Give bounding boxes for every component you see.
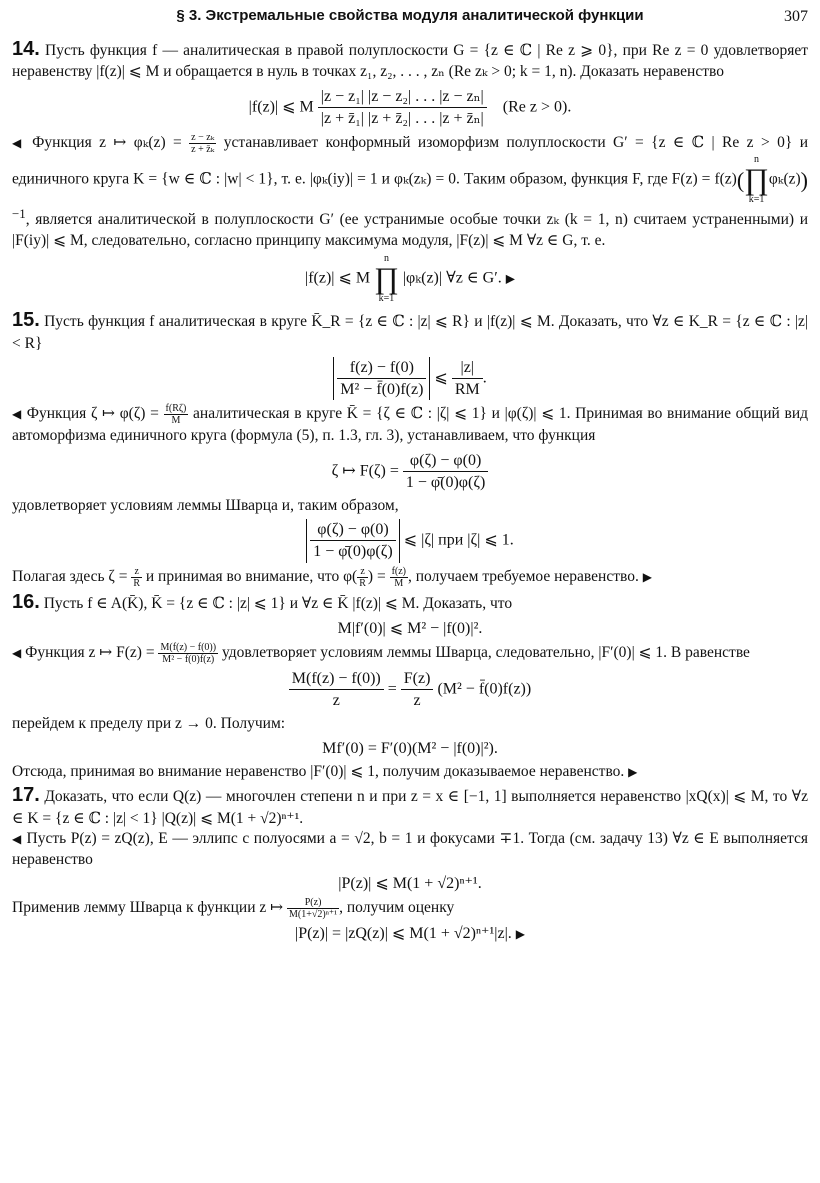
product-lower-limit: k=1 — [748, 194, 765, 206]
relation: = — [387, 680, 397, 698]
absolute-value — [306, 519, 399, 562]
problem-17-number: 17. — [12, 784, 40, 807]
problem-16-text-2: перейдем к пределу при z → 0. Получим: — [12, 715, 286, 733]
solution-start-marker: ◀ — [12, 646, 22, 661]
text-run: устанавливает конформный изоморфизм полуплоскости G′ = {z ∈ ℂ | Re z > 0} и единичного круга K = {w ∈ ℂ : |w| < 1}, т. е. |φₖ(iy)| = 1 и φₖ(zₖ) = 0. Таким образом, функция F, где F(z) = f(z) — [12, 134, 808, 188]
problem-15-formula-3 — [12, 519, 808, 562]
running-header — [0, 6, 820, 28]
fraction-denominator: M² − f̄(0)f(z) — [340, 381, 424, 399]
fraction-denominator: M² − f̄(0)f(z) — [162, 654, 215, 666]
formula-condition: (Re z > 0). — [502, 98, 572, 116]
problem-15-statement — [12, 307, 808, 354]
text-run: , является аналитической в полуплоскости G′ (ее устранимые особые точки zₖ (k = 1, n) считаем устраненными) и |F(iy)| ⩽ M, следовательно, согласно принципу максимума модуля, |F(z)| ⩽ M ∀z ∈ G, т. е. — [12, 211, 808, 249]
problem-14-formula — [12, 86, 808, 129]
formula-lhs: |f(z)| ⩽ M — [248, 98, 314, 116]
text-run: Применив лемму Шварца к функции z ↦ — [12, 899, 284, 917]
problem-15-formula: $\frac{f(z) - f(0)}{\text{M² − f̄(0)f(z)}}$ ⩽ $\frac{|z|}{RM}$ . — [12, 357, 808, 400]
formula-lhs: ζ ↦ F(ζ) = — [331, 461, 399, 479]
text-run: Пусть P(z) = zQ(z), E — эллипс с полуосями a = √2, b = 1 и фокусами ∓1. Тогда (см. задачу 13) ∀z ∈ E выполняется неравенство — [12, 830, 809, 868]
problem-14-text: Пусть функция f — аналитическая в правой полуплоскости G = {z ∈ ℂ | Re z ⩾ 0}, при Re z = 0 удовлетворяет неравенству |f(z)| ⩽ M и обращается в нуль в точках z₁, z₂, . . . , zₙ (Re zₖ > 0; k = 1, n). Доказать неравенство — [12, 42, 809, 81]
fraction-denominator: 1 − φ̄(0)φ(ζ) — [313, 543, 393, 561]
problem-15-conclusion: Полагая здесь ζ = $\frac{z}{R}$ и принимая во внимание, что φ( $\frac{z}{R}$ ) = $\frac{f(z)}{M}$ , получаем требуемое неравенство. ▶ — [12, 565, 652, 589]
problem-17-text: Доказать, что если Q(z) — многочлен степени n и при z = x ∈ [−1, 1] выполняется неравенство |xQ(x)| ⩽ M, то ∀z ∈ K = {z ∈ ℂ : |z| < 1} |Q(z)| ⩽ M(1 + √2)ⁿ⁺¹. — [12, 788, 808, 827]
fraction-denominator: R — [359, 577, 366, 589]
relation: ⩽ — [434, 369, 448, 387]
inline-fraction — [164, 403, 189, 426]
fraction-denominator: z — [413, 692, 421, 710]
formula-lhs: |f(z)| ⩽ M — [305, 269, 371, 287]
problem-16-number: 16. — [12, 590, 40, 613]
solution-end-marker: ▶ — [642, 569, 652, 584]
solution-start-marker: ◀ — [12, 832, 22, 847]
fraction-numerator: φ(ζ) − φ(0) — [310, 519, 395, 541]
problem-16-statement — [12, 589, 808, 615]
fraction-denominator: M — [394, 577, 404, 589]
problem-17-text-2 — [12, 897, 808, 920]
solution-start-marker: ◀ — [12, 407, 23, 422]
absolute-value — [333, 357, 430, 400]
inline-fraction — [287, 897, 339, 920]
problem-14-result-formula — [12, 254, 808, 304]
problem-17-statement — [12, 782, 808, 829]
text-run: Функция z ↦ F(z) = — [25, 644, 155, 662]
problem-16-formula-2 — [12, 668, 808, 711]
fraction-denominator: z + z̄ₖ — [191, 144, 215, 156]
fraction — [452, 357, 483, 400]
problem-14-statement — [12, 36, 808, 83]
product-symbol: ∏ — [744, 163, 769, 197]
fraction-numerator: z − zₖ — [191, 132, 215, 144]
fraction — [401, 668, 434, 711]
solution-end-marker: ▶ — [505, 271, 515, 286]
formula-rhs: (M² − f̄(0)f(z)) — [437, 680, 532, 698]
solution-end-marker: ▶ — [515, 927, 526, 942]
problem-16-formula-3: Mf′(0) = F′(0)(M² − |f(0)|²). — [322, 739, 498, 757]
fraction-denominator: M — [171, 415, 181, 427]
formula-rhs: ⩽ |ζ| при |ζ| ⩽ 1. — [403, 531, 514, 549]
fraction-denominator: M(1+√2)ⁿ⁺¹ — [289, 909, 338, 921]
text-run: Отсюда, принимая во внимание неравенство |F′(0)| ⩽ 1, получим доказываемое неравенство. — [12, 762, 625, 780]
page-number: 307 — [784, 8, 808, 25]
section-title: § 3. Экстремальные свойства модуля аналитической функции — [176, 7, 644, 24]
fraction-numerator: |z| — [452, 357, 483, 379]
solution-start-marker: ◀ — [12, 136, 25, 151]
text-run: удовлетворяет условиям леммы Шварца, следовательно, |F′(0)| ⩽ 1. В равенстве — [221, 644, 750, 662]
fraction-numerator: M(f(z) − f(0)) — [160, 642, 217, 654]
fraction-numerator: f(z) — [391, 565, 406, 577]
product-lower-limit: k=1 — [378, 293, 395, 305]
text-run: Функция ζ ↦ φ(ζ) = — [26, 405, 159, 423]
product-operator — [374, 254, 399, 304]
problem-16-text: Пусть f ∈ A(K̄), K̄ = {z ∈ ℂ : |z| ⩽ 1} и ∀z ∈ K̄ |f(z)| ⩽ M. Доказать, что — [43, 594, 513, 612]
fraction-numerator: z — [357, 566, 368, 578]
fraction-numerator: z — [131, 566, 142, 578]
problem-16-formula: M|f′(0)| ⩽ M² − |f(0)|². — [337, 619, 483, 637]
fraction-denominator: R — [133, 577, 140, 589]
fraction-numerator: P(z) — [287, 897, 339, 909]
inline-fraction — [357, 566, 368, 589]
text-run: и принимая во внимание, что φ — [145, 567, 353, 585]
product-upper-limit: n — [383, 253, 389, 265]
inline-fraction — [189, 132, 216, 155]
text-run: , получаем требуемое неравенство. — [408, 567, 639, 585]
formula: |P(z)| = |zQ(z)| ⩽ M(1 + √2)ⁿ⁺¹|z|. — [294, 925, 512, 943]
text-run: = — [376, 567, 386, 585]
fraction-denominator: z — [332, 692, 340, 710]
problem-15-formula-2 — [12, 450, 808, 493]
product-operator — [744, 155, 769, 205]
fraction-denominator: 1 − φ̄(0)φ(ζ) — [405, 473, 486, 491]
exponent: −1 — [12, 206, 26, 222]
text-run: Полагая здесь ζ = — [12, 567, 128, 585]
fraction-numerator: M(f(z) − f(0)) — [289, 668, 384, 690]
text-run: аналитическая в круге K̄ = {ζ ∈ ℂ : |ζ| ⩽ 1} и |φ(ζ)| ⩽ 1. Принимая во внимание общий вид автоморфизма единичного круга (формула (5), п. 1.3, гл. 3), устанавливаем, что функция — [12, 405, 809, 445]
problem-17-formula-2 — [12, 923, 808, 944]
fraction-numerator: |z − z₁| |z − z₂| . . . |z − zₙ| — [318, 86, 487, 108]
inline-fraction — [131, 566, 142, 589]
fraction — [289, 668, 384, 711]
problem-15-text: Пусть функция f аналитическая в круге K̄_R = {z ∈ ℂ : |z| ⩽ R} и |f(z)| ⩽ M. Доказать, что ∀z ∈ K_R = {z ∈ ℂ : |z| < R} — [12, 313, 809, 352]
text-run: , получим оценку — [339, 899, 455, 917]
fraction-denominator: RM — [454, 381, 480, 399]
inline-fraction — [390, 566, 408, 589]
problem-14-number: 14. — [12, 38, 40, 60]
fraction — [318, 86, 487, 129]
problem-15-text-2: удовлетворяет условиям леммы Шварца и, таким образом, — [12, 496, 399, 514]
fraction — [403, 450, 488, 493]
problem-15-solution — [12, 403, 808, 446]
inline-fraction — [158, 642, 218, 665]
text-column — [12, 36, 808, 947]
text-run: Функция z ↦ φₖ(z) = — [32, 134, 182, 152]
fraction — [337, 357, 426, 400]
product-upper-limit: n — [754, 154, 759, 166]
product-argument: φₖ(z) — [768, 170, 801, 188]
fraction-numerator: f(Rζ) — [165, 403, 187, 415]
fraction-numerator: f(z) − f(0) — [337, 357, 426, 379]
problem-17-formula: |P(z)| ⩽ M(1 + √2)ⁿ⁺¹. — [338, 875, 482, 893]
product-symbol: ∏ — [374, 262, 399, 296]
fraction-numerator: F(z) — [401, 668, 434, 690]
fraction — [310, 519, 395, 562]
fraction-denominator: |z + z̄₁| |z + z̄₂| . . . |z + z̄ₙ| — [320, 109, 484, 127]
formula-rhs: |φₖ(z)| ∀z ∈ G′. — [402, 269, 502, 287]
problem-15-number: 15. — [12, 309, 40, 332]
problem-16-solution — [12, 642, 808, 665]
problem-17-solution — [12, 829, 808, 870]
problem-14-solution: ◀ Функция z ↦ φₖ(z) = $\frac{\text{z − zₖ}}{\text{z + z̄ₖ}}$ устанавливает конформный изоморфизм полуплоскости G′ = {z ∈ ℂ | Re z > 0} и единичного круга K = {w ∈ ℂ : |w| < 1}, т. е. |φₖ(iy)| = 1 и φₖ(zₖ) = 0. Таким образом, функция F, где F(z) = f(z)( n ∏ k=1 φₖ(z))$^{-1}$, является аналитической в полуплоскости G′ (ее устранимые особые точки zₖ (k = 1, n) считаем устраненными) и |F(iy)| ⩽ M, следовательно, согласно принципу максимума модуля, |F(z)| ⩽ M ∀z ∈ G, т. е. — [12, 132, 808, 249]
fraction-numerator: φ(ζ) − φ(0) — [403, 450, 488, 472]
problem-16-conclusion — [12, 762, 808, 782]
solution-end-marker: ▶ — [628, 764, 638, 779]
